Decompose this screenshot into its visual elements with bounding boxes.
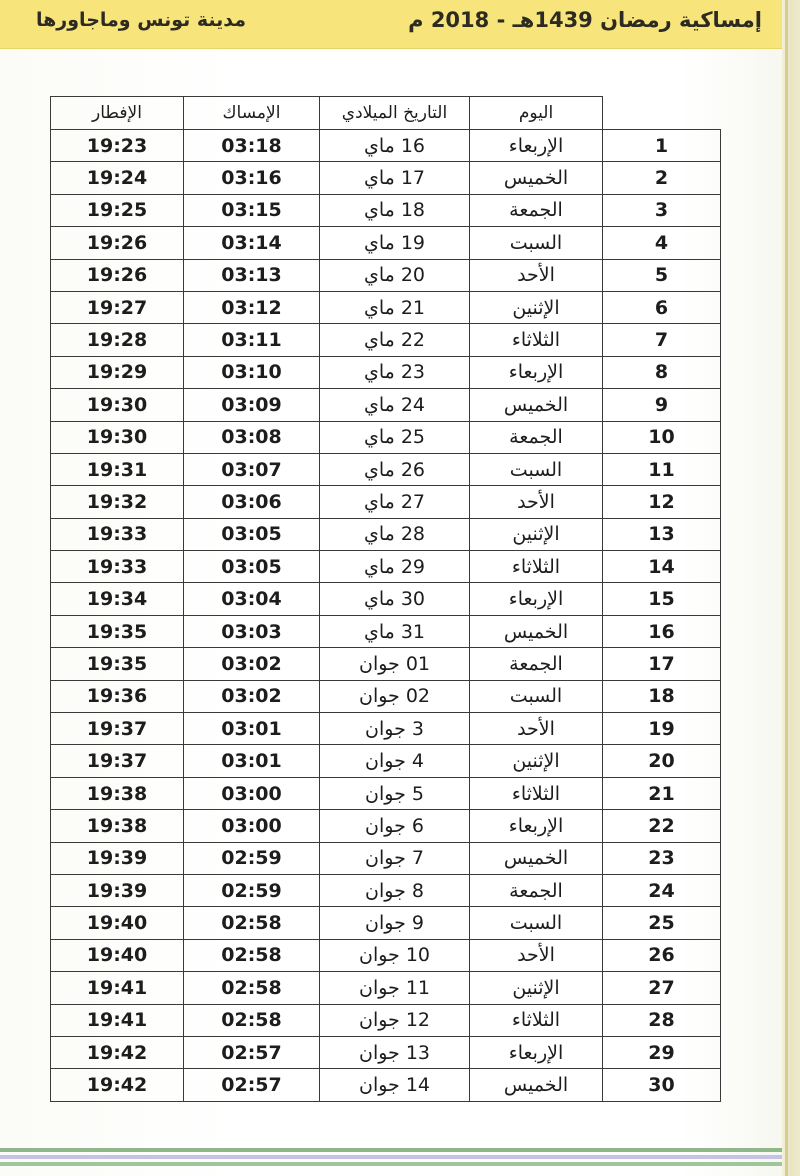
day-number: 22 bbox=[603, 810, 721, 842]
gregorian-date: 11 جوان bbox=[320, 972, 470, 1004]
day-number: 20 bbox=[603, 745, 721, 777]
table-row bbox=[51, 713, 721, 745]
gregorian-date: 28 ماي bbox=[320, 518, 470, 550]
imsak-time: 03:01 bbox=[184, 713, 320, 745]
iftar-time: 19:27 bbox=[51, 291, 184, 323]
imsak-time: 03:12 bbox=[184, 291, 320, 323]
imsak-time: 02:58 bbox=[184, 907, 320, 939]
weekday: الأحد bbox=[470, 259, 603, 291]
imsak-time: 03:06 bbox=[184, 486, 320, 518]
day-number: 15 bbox=[603, 583, 721, 615]
table-row bbox=[51, 356, 721, 388]
imsak-time: 03:03 bbox=[184, 615, 320, 647]
day-number: 28 bbox=[603, 1004, 721, 1036]
column-header-imsak: الإمساك bbox=[184, 97, 320, 130]
table-row bbox=[51, 1069, 721, 1101]
day-number: 18 bbox=[603, 680, 721, 712]
imsak-time: 03:09 bbox=[184, 389, 320, 421]
iftar-time: 19:30 bbox=[51, 421, 184, 453]
header-banner bbox=[0, 0, 782, 49]
iftar-time: 19:42 bbox=[51, 1069, 184, 1101]
iftar-time: 19:35 bbox=[51, 615, 184, 647]
gregorian-date: 17 ماي bbox=[320, 162, 470, 194]
table-row bbox=[51, 583, 721, 615]
gregorian-date: 4 جوان bbox=[320, 745, 470, 777]
gregorian-date: 16 ماي bbox=[320, 130, 470, 162]
weekday: الخميس bbox=[470, 162, 603, 194]
weekday: الثلاثاء bbox=[470, 1004, 603, 1036]
gregorian-date: 21 ماي bbox=[320, 291, 470, 323]
weekday: الإربعاء bbox=[470, 810, 603, 842]
table-row bbox=[51, 453, 721, 485]
day-number: 13 bbox=[603, 518, 721, 550]
iftar-time: 19:39 bbox=[51, 874, 184, 906]
page-title: إمساكية رمضان 1439هـ - 2018 م bbox=[408, 8, 762, 32]
iftar-time: 19:38 bbox=[51, 810, 184, 842]
weekday: الجمعة bbox=[470, 874, 603, 906]
iftar-time: 19:32 bbox=[51, 486, 184, 518]
table-row bbox=[51, 777, 721, 809]
table-row bbox=[51, 939, 721, 971]
imsak-time: 03:16 bbox=[184, 162, 320, 194]
iftar-time: 19:34 bbox=[51, 583, 184, 615]
table-row bbox=[51, 874, 721, 906]
weekday: الثلاثاء bbox=[470, 324, 603, 356]
iftar-time: 19:26 bbox=[51, 227, 184, 259]
table-row bbox=[51, 842, 721, 874]
table-row bbox=[51, 421, 721, 453]
gregorian-date: 27 ماي bbox=[320, 486, 470, 518]
weekday: السبت bbox=[470, 227, 603, 259]
day-number: 8 bbox=[603, 356, 721, 388]
table-row bbox=[51, 810, 721, 842]
weekday: الأحد bbox=[470, 486, 603, 518]
gregorian-date: 22 ماي bbox=[320, 324, 470, 356]
iftar-time: 19:41 bbox=[51, 1004, 184, 1036]
weekday: الإربعاء bbox=[470, 583, 603, 615]
imsak-time: 02:59 bbox=[184, 842, 320, 874]
imsak-time: 03:05 bbox=[184, 551, 320, 583]
table-row bbox=[51, 551, 721, 583]
gregorian-date: 01 جوان bbox=[320, 648, 470, 680]
iftar-time: 19:41 bbox=[51, 972, 184, 1004]
weekday: الإثنين bbox=[470, 745, 603, 777]
iftar-time: 19:23 bbox=[51, 130, 184, 162]
gregorian-date: 30 ماي bbox=[320, 583, 470, 615]
day-number: 30 bbox=[603, 1069, 721, 1101]
imsak-time: 03:15 bbox=[184, 194, 320, 226]
imsakia-table bbox=[50, 96, 721, 1102]
day-number: 7 bbox=[603, 324, 721, 356]
day-number: 23 bbox=[603, 842, 721, 874]
column-header-day: اليوم bbox=[470, 97, 603, 130]
gregorian-date: 12 جوان bbox=[320, 1004, 470, 1036]
iftar-time: 19:33 bbox=[51, 518, 184, 550]
day-number: 27 bbox=[603, 972, 721, 1004]
gregorian-date: 3 جوان bbox=[320, 713, 470, 745]
day-number: 19 bbox=[603, 713, 721, 745]
gregorian-date: 18 ماي bbox=[320, 194, 470, 226]
column-header-date: التاريخ الميلادي bbox=[320, 97, 470, 130]
day-number: 9 bbox=[603, 389, 721, 421]
weekday: الثلاثاء bbox=[470, 777, 603, 809]
gregorian-date: 23 ماي bbox=[320, 356, 470, 388]
weekday: الأحد bbox=[470, 939, 603, 971]
table-row bbox=[51, 745, 721, 777]
iftar-time: 19:26 bbox=[51, 259, 184, 291]
iftar-time: 19:36 bbox=[51, 680, 184, 712]
iftar-time: 19:28 bbox=[51, 324, 184, 356]
table-row bbox=[51, 324, 721, 356]
imsak-time: 03:00 bbox=[184, 777, 320, 809]
weekday: السبت bbox=[470, 453, 603, 485]
imsak-time: 03:01 bbox=[184, 745, 320, 777]
table-row bbox=[51, 194, 721, 226]
imsak-time: 02:58 bbox=[184, 939, 320, 971]
table-row bbox=[51, 907, 721, 939]
gregorian-date: 24 ماي bbox=[320, 389, 470, 421]
weekday: الخميس bbox=[470, 615, 603, 647]
gregorian-date: 25 ماي bbox=[320, 421, 470, 453]
imsak-time: 02:57 bbox=[184, 1069, 320, 1101]
weekday: الجمعة bbox=[470, 648, 603, 680]
imsak-time: 02:57 bbox=[184, 1036, 320, 1068]
day-number: 10 bbox=[603, 421, 721, 453]
day-number: 14 bbox=[603, 551, 721, 583]
imsak-time: 03:00 bbox=[184, 810, 320, 842]
weekday: الإربعاء bbox=[470, 1036, 603, 1068]
day-number: 1 bbox=[603, 130, 721, 162]
weekday: الإثنين bbox=[470, 291, 603, 323]
table-row bbox=[51, 291, 721, 323]
footer-stripe bbox=[0, 1155, 782, 1159]
page-edge-line bbox=[785, 0, 788, 1176]
table-row bbox=[51, 389, 721, 421]
imsak-time: 02:59 bbox=[184, 874, 320, 906]
table-row bbox=[51, 486, 721, 518]
imsak-time: 03:07 bbox=[184, 453, 320, 485]
iftar-time: 19:33 bbox=[51, 551, 184, 583]
table-row bbox=[51, 259, 721, 291]
weekday: الخميس bbox=[470, 389, 603, 421]
gregorian-date: 13 جوان bbox=[320, 1036, 470, 1068]
gregorian-date: 14 جوان bbox=[320, 1069, 470, 1101]
imsak-time: 03:11 bbox=[184, 324, 320, 356]
gregorian-date: 6 جوان bbox=[320, 810, 470, 842]
table-row bbox=[51, 162, 721, 194]
imsak-time: 03:08 bbox=[184, 421, 320, 453]
imsak-time: 03:18 bbox=[184, 130, 320, 162]
day-number: 17 bbox=[603, 648, 721, 680]
weekday: الإربعاء bbox=[470, 130, 603, 162]
weekday: الإثنين bbox=[470, 518, 603, 550]
table-row bbox=[51, 1036, 721, 1068]
gregorian-date: 5 جوان bbox=[320, 777, 470, 809]
column-header-iftar: الإفطار bbox=[51, 97, 184, 130]
page-subtitle: مدينة تونس وماجاورها bbox=[36, 9, 247, 31]
day-number: 2 bbox=[603, 162, 721, 194]
footer-stripe bbox=[0, 1162, 782, 1166]
table-header-row bbox=[51, 97, 721, 130]
iftar-time: 19:40 bbox=[51, 939, 184, 971]
table-row bbox=[51, 648, 721, 680]
imsak-time: 03:13 bbox=[184, 259, 320, 291]
gregorian-date: 7 جوان bbox=[320, 842, 470, 874]
weekday: الجمعة bbox=[470, 421, 603, 453]
imsak-time: 03:10 bbox=[184, 356, 320, 388]
table-row bbox=[51, 130, 721, 162]
footer-stripe bbox=[0, 1148, 782, 1152]
imsak-time: 02:58 bbox=[184, 972, 320, 1004]
imsak-time: 03:02 bbox=[184, 648, 320, 680]
day-number: 5 bbox=[603, 259, 721, 291]
gregorian-date: 29 ماي bbox=[320, 551, 470, 583]
iftar-time: 19:42 bbox=[51, 1036, 184, 1068]
table-row bbox=[51, 1004, 721, 1036]
day-number: 4 bbox=[603, 227, 721, 259]
weekday: الجمعة bbox=[470, 194, 603, 226]
day-number: 26 bbox=[603, 939, 721, 971]
iftar-time: 19:39 bbox=[51, 842, 184, 874]
weekday: الخميس bbox=[470, 842, 603, 874]
iftar-time: 19:37 bbox=[51, 745, 184, 777]
imsak-time: 02:58 bbox=[184, 1004, 320, 1036]
day-number: 11 bbox=[603, 453, 721, 485]
day-number: 6 bbox=[603, 291, 721, 323]
weekday: السبت bbox=[470, 907, 603, 939]
column-header-number bbox=[603, 97, 721, 130]
iftar-time: 19:31 bbox=[51, 453, 184, 485]
day-number: 25 bbox=[603, 907, 721, 939]
table-row bbox=[51, 615, 721, 647]
iftar-time: 19:29 bbox=[51, 356, 184, 388]
day-number: 24 bbox=[603, 874, 721, 906]
gregorian-date: 9 جوان bbox=[320, 907, 470, 939]
imsak-time: 03:05 bbox=[184, 518, 320, 550]
gregorian-date: 8 جوان bbox=[320, 874, 470, 906]
day-number: 29 bbox=[603, 1036, 721, 1068]
iftar-time: 19:37 bbox=[51, 713, 184, 745]
imsak-time: 03:14 bbox=[184, 227, 320, 259]
day-number: 3 bbox=[603, 194, 721, 226]
gregorian-date: 26 ماي bbox=[320, 453, 470, 485]
table-row bbox=[51, 518, 721, 550]
table-row bbox=[51, 227, 721, 259]
weekday: الإربعاء bbox=[470, 356, 603, 388]
table-row bbox=[51, 680, 721, 712]
gregorian-date: 02 جوان bbox=[320, 680, 470, 712]
weekday: الثلاثاء bbox=[470, 551, 603, 583]
day-number: 16 bbox=[603, 615, 721, 647]
gregorian-date: 10 جوان bbox=[320, 939, 470, 971]
iftar-time: 19:38 bbox=[51, 777, 184, 809]
weekday: السبت bbox=[470, 680, 603, 712]
day-number: 12 bbox=[603, 486, 721, 518]
iftar-time: 19:35 bbox=[51, 648, 184, 680]
gregorian-date: 20 ماي bbox=[320, 259, 470, 291]
day-number: 21 bbox=[603, 777, 721, 809]
weekday: الإثنين bbox=[470, 972, 603, 1004]
iftar-time: 19:30 bbox=[51, 389, 184, 421]
imsak-time: 03:04 bbox=[184, 583, 320, 615]
table-row bbox=[51, 972, 721, 1004]
gregorian-date: 19 ماي bbox=[320, 227, 470, 259]
imsak-time: 03:02 bbox=[184, 680, 320, 712]
iftar-time: 19:40 bbox=[51, 907, 184, 939]
iftar-time: 19:25 bbox=[51, 194, 184, 226]
iftar-time: 19:24 bbox=[51, 162, 184, 194]
gregorian-date: 31 ماي bbox=[320, 615, 470, 647]
weekday: الأحد bbox=[470, 713, 603, 745]
weekday: الخميس bbox=[470, 1069, 603, 1101]
